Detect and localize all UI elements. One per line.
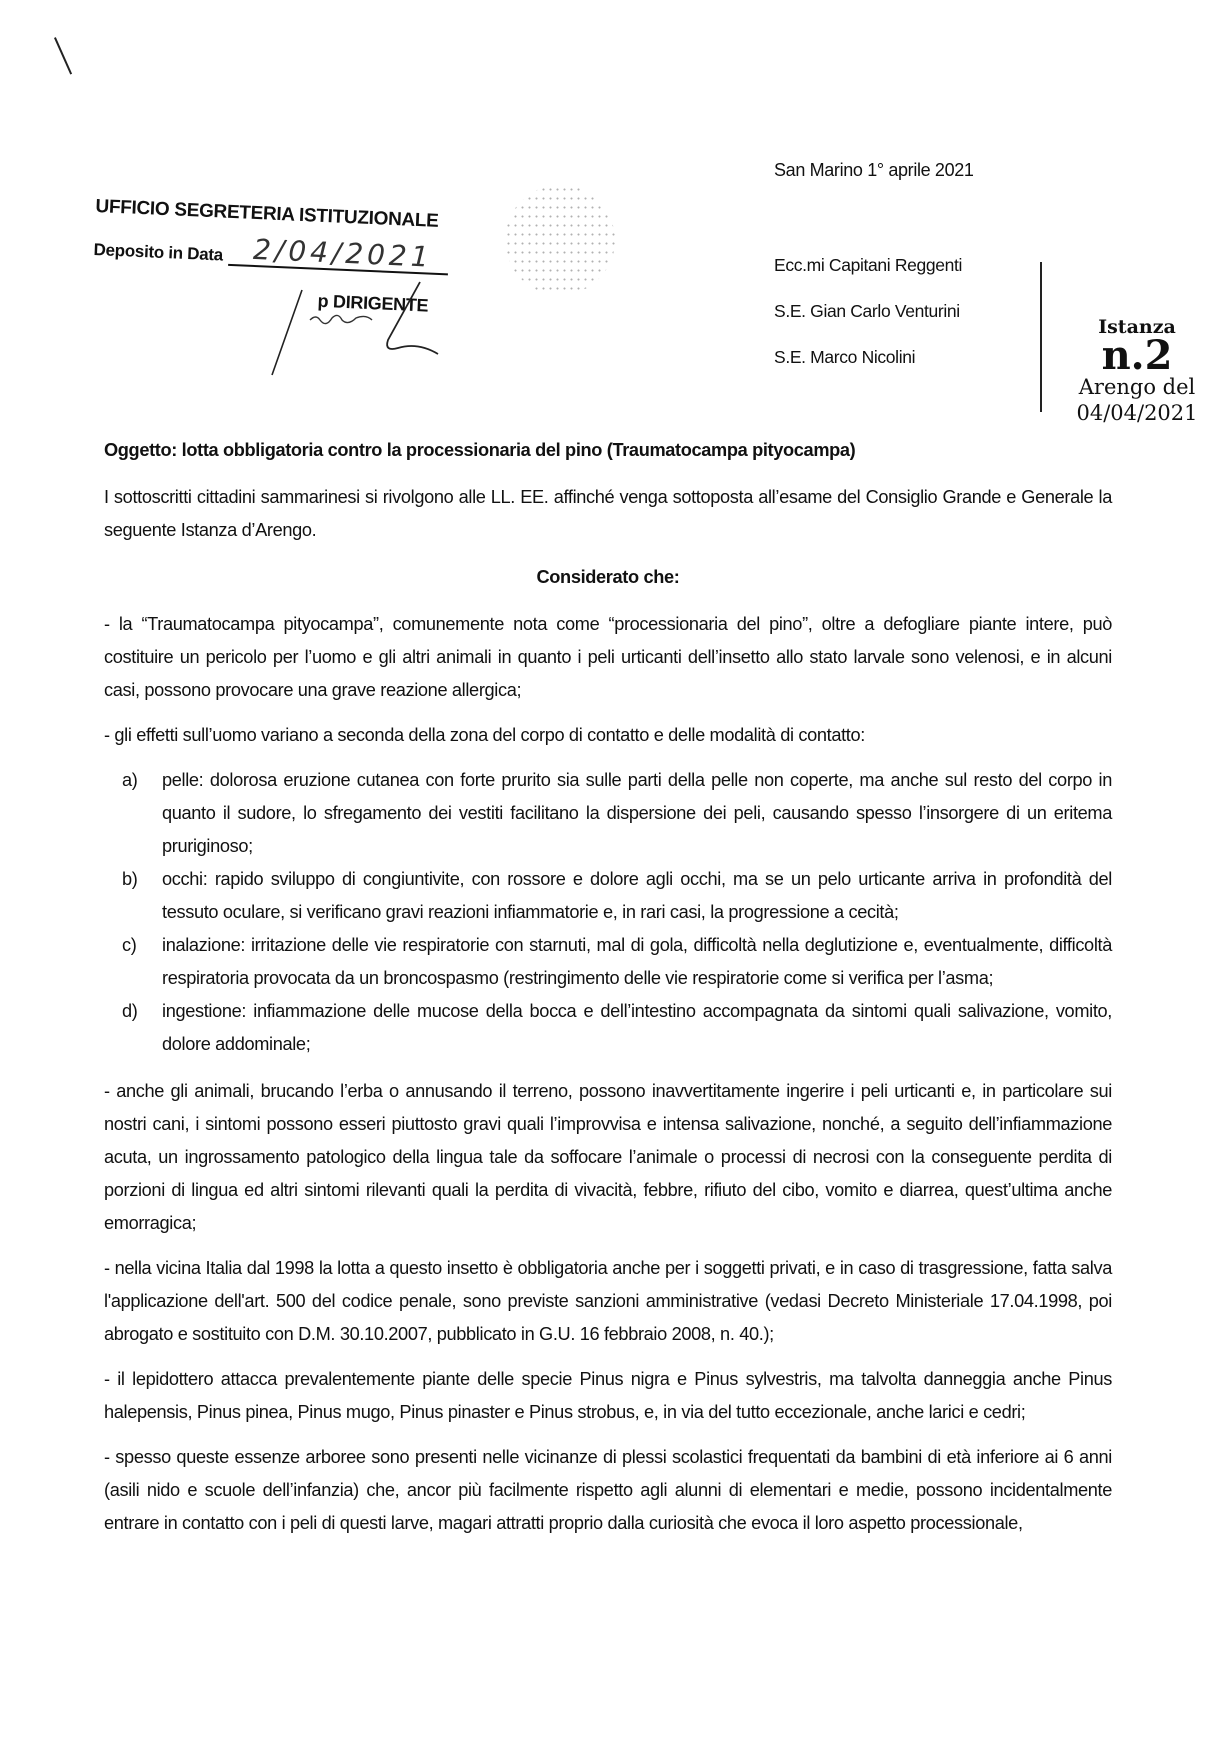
divider-line [1040,262,1042,412]
list-item [122,995,1112,1061]
intro-paragraph: I sottoscritti cittadini sammarinesi si rivolgono alle LL. EE. affinché venga sottoposta all’esame del Consiglio Grande e Generale la seguente Istanza d’Arengo. [104,487,1112,540]
handwritten-signature [270,280,460,380]
list-marker: b) [122,869,138,889]
list-text: ingestione: infiammazione delle mucose della bocca e dell’intestino accompagnata da sintomi quali salivazione, vomito, dolore addominale; [162,1001,1112,1054]
addressee: Ecc.mi Capitani Reggenti [774,255,963,275]
addressee: S.E. Gian Carlo Venturini [774,301,960,321]
list-text: inalazione: irritazione delle vie respiratorie con starnuti, mal di gola, difficoltà nella deglutizione e, eventualmente, difficoltà respiratoria provocata da un broncospasmo (restringimento delle vie respiratorie come si verifica per l’asma; [162,935,1112,988]
list-item [122,929,1112,995]
list-item [122,764,1112,863]
scan-mark [54,37,72,74]
paragraph: - nella vicina Italia dal 1998 la lotta a questo insetto è obbligatoria anche per i soggetti privati, e in caso di trasgressione, fatta salva l'applicazione dell'art. 500 del codice penale, sono previste sanzioni amministrative (vedasi Decreto Ministeriale 17.04.1998, poi abrogato e sostituito con D.M. 30.10.2007, pubblicato in G.U. 16 febbraio 2008, n. 40.); [104,1258,1112,1344]
istanza-number: n.2 [1101,332,1173,379]
subject-line: Oggetto: lotta obbligatoria contro la processionaria del pino (Traumatocampa pityocampa) [104,440,856,460]
stamp-deposit-label: Deposito in Data [93,239,224,265]
place-and-date: San Marino 1° aprile 2021 [774,160,974,180]
paragraph: - gli effetti sull’uomo variano a seconda della zona del corpo di contatto e delle modalità di contatto: [104,725,865,745]
stamp-deposit-date: 2/04/2021 [228,234,449,276]
paragraph: - spesso queste essenze arboree sono presenti nelle vicinanze di plessi scolastici frequentati da bambini di età inferiore ai 6 anni (asili nido e scuole dell’infanzia) che, ancor più facilmente rispetto agli alunni di elementari e medie, possono incidentalmente entrare in contatto con i peli di questi larve, magari attratti proprio dalla curiosità che evoca il loro aspetto processionale, [104,1447,1112,1533]
official-seal [505,185,615,295]
paragraph: - il lepidottero attacca prevalentemente piante delle specie Pinus nigra e Pinus sylvestris, ma talvolta danneggia anche Pinus halepensis, Pinus pinea, Pinus mugo, Pinus pinaster e Pinus strobus, e, in via del tutto eccezionale, anche larici e cedri; [104,1369,1112,1422]
istanza-label: Istanza [1098,316,1176,338]
stamp-role: p DIRIGENTE [317,290,429,316]
istanza-stamp [1062,316,1212,426]
effects-list [122,764,1112,1061]
list-text: pelle: dolorosa eruzione cutanea con forte prurito sia sulle parti della pelle non coperte, ma anche sul resto del corpo in quanto il sudore, lo sfregamento dei vestiti facilitano la dispersione dei peli, causando spesso l’insorgere di un eritema pruriginoso; [162,770,1112,856]
addressee: S.E. Marco Nicolini [774,347,916,367]
stamp-office-name: UFFICIO SEGRETERIA ISTITUZIONALE [95,196,439,232]
reception-stamp [93,196,451,316]
list-marker: c) [122,935,137,955]
paragraph: - anche gli animali, brucando l’erba o annusando il terreno, possono inavvertitamente ingerire i peli urticanti e, in particolare sui nostri cani, i sintomi possono esseri piuttosto gravi quali l’improvvisa e intensa salivazione, nonché, a seguito dell’infiammazione acuta, un ingrossamento patologico della lingua tale da soffocare l’animale o processi di necrosi con la conseguente perdita di porzioni di lingua ed altri sintomi rilevanti quali la perdita di vivacità, febbre, rifiuto del cibo, vomito e diarrea, quest’ultima anche emorragica; [104,1081,1112,1233]
list-item [122,863,1112,929]
istanza-arengo: Arengo del [1078,375,1196,399]
list-text: occhi: rapido sviluppo di congiuntivite, con rossore e dolore agli occhi, ma se un pelo urticante arriva in profondità del tessuto oculare, si verificano gravi reazioni infiammatorie e, in rari casi, la progressione a cecità; [162,869,1112,922]
istanza-date: 04/04/2021 [1076,401,1198,425]
section-heading: Considerato che: [536,567,680,587]
list-marker: a) [122,770,138,790]
document-body [104,434,1112,1552]
list-marker: d) [122,1001,138,1021]
addressees [774,255,962,393]
paragraph: - la “Traumatocampa pityocampa”, comunemente nota come “processionaria del pino”, oltre a defogliare piante intere, può costituire un pericolo per l’uomo e gli altri animali in quanto i peli urticanti dell’insetto allo stato larvale sono velenosi, e in alcuni casi, possono provocare una grave reazione allergica; [104,614,1112,700]
